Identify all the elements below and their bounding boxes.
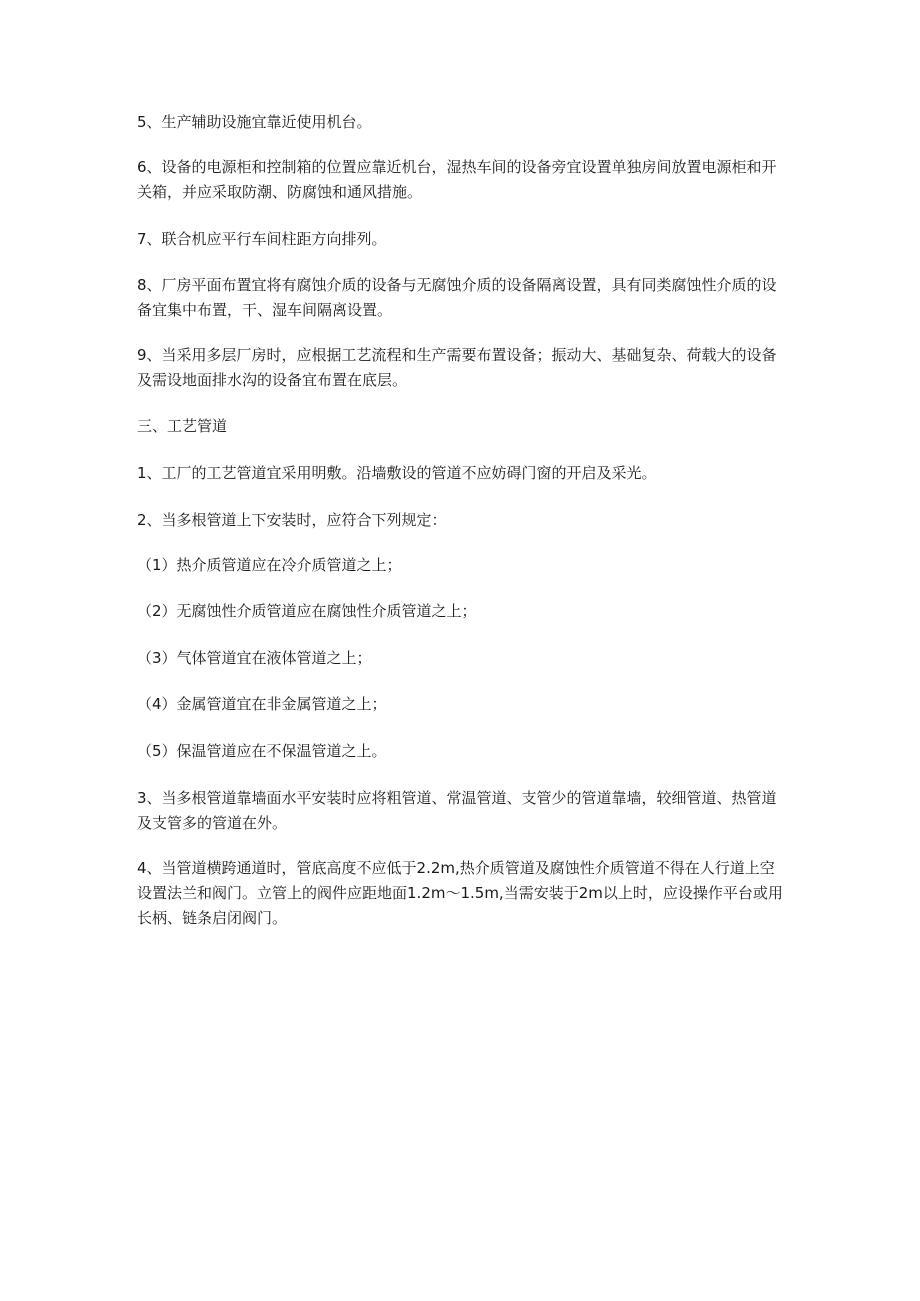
piping-subitem-2: （2）无腐蚀性介质管道应在腐蚀性介质管道之上； — [137, 602, 477, 620]
piping-item-4: 4、当管道横跨通道时，管底高度不应低于2.2m,热介质管道及腐蚀性介质管道不得在人行道上空设置法兰和阀门。立管上的阀件应距地面1.2m～1.5m,当需安装于2m以上时，应设操作平台或用长柄、链条启闭阀门。 — [137, 859, 783, 927]
item-9-multistorey-plant: 9、当采用多层厂房时，应根据工艺流程和生产需要布置设备；振动大、基础复杂、荷载大的设备及需设地面排水沟的设备宜布置在底层。 — [137, 346, 777, 389]
piping-subitem-1: （1）热介质管道应在冷介质管道之上； — [137, 556, 402, 574]
piping-item-3: 3、当多根管道靠墙面水平安装时应将粗管道、常温管道、支管少的管道靠墙，较细管道、热管道及支管多的管道在外。 — [137, 789, 777, 832]
piping-subitem-4: （4）金属管道宜在非金属管道之上； — [137, 695, 387, 713]
item-7-combined-machine: 7、联合机应平行车间柱距方向排列。 — [137, 230, 387, 248]
item-8-plant-layout: 8、厂房平面布置宜将有腐蚀介质的设备与无腐蚀介质的设备隔离设置，具有同类腐蚀性介质的设备宜集中布置，干、湿车间隔离设置。 — [137, 276, 777, 319]
piping-item-1: 1、工厂的工艺管道宜采用明敷。沿墙敷设的管道不应妨碍门窗的开启及采光。 — [137, 464, 657, 482]
item-5-auxiliary-facilities: 5、生产辅助设施宜靠近使用机台。 — [137, 113, 372, 131]
piping-item-2: 2、当多根管道上下安装时，应符合下列规定： — [137, 511, 447, 529]
piping-subitem-5: （5）保温管道应在不保温管道之上。 — [137, 742, 387, 760]
item-6-power-cabinet: 6、设备的电源柜和控制箱的位置应靠近机台，湿热车间的设备旁宜设置单独房间放置电源柜和开关箱，并应采取防潮、防腐蚀和通风措施。 — [137, 158, 777, 201]
piping-subitem-3: （3）气体管道宜在液体管道之上； — [137, 649, 372, 667]
section-heading-process-piping: 三、工艺管道 — [137, 417, 228, 435]
